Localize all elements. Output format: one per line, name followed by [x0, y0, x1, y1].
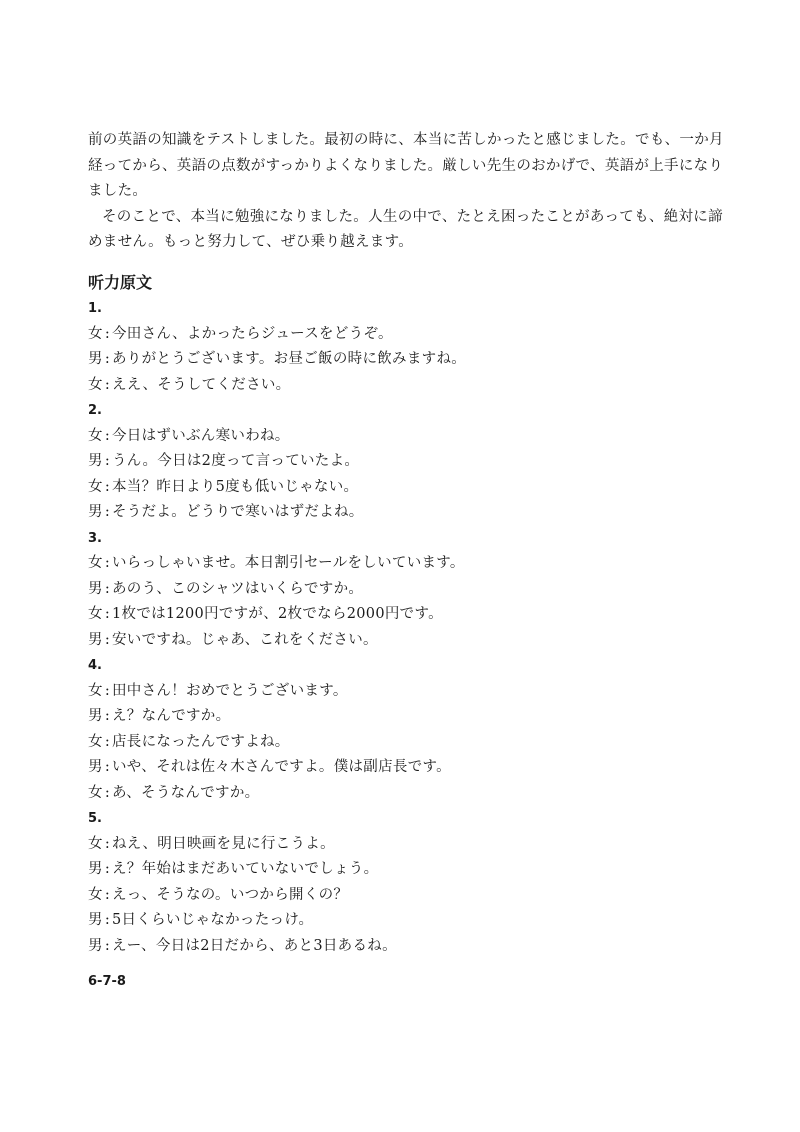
utterance-text: えっ、そうなの。いつから開くの？ [112, 886, 349, 903]
speaker-separator: : [104, 784, 110, 801]
speaker-label: 男 [88, 912, 103, 928]
essay-section [88, 128, 728, 256]
dialogue-number: 5. [88, 811, 102, 826]
speaker-separator: : [104, 504, 110, 520]
dialogue-line [88, 781, 728, 807]
dialogue-line [88, 424, 728, 450]
speaker-separator: : [104, 861, 110, 877]
speaker-label: 男 [88, 351, 103, 367]
essay-paragraph-1: 前の英語の知識をテストしました。最初の時に、本当に苦しかったと感じました。でも、一か月経ってから、英語の点数がすっかりよくなりました。厳しい先生のおかげで、英語が上手になりました。 [88, 132, 724, 199]
dialogue-line [88, 704, 728, 730]
utterance-text: ありがとうございます。お昼ご飯の時に飲みますね。 [112, 351, 467, 367]
speaker-separator: : [104, 631, 110, 648]
dialogue-line [88, 373, 728, 399]
speaker-separator: : [104, 453, 110, 469]
speaker-label: 男 [88, 937, 103, 954]
speaker-label: 女 [88, 682, 103, 699]
dialogue-line [88, 347, 728, 373]
speaker-label: 女 [88, 427, 103, 444]
dialogue-number: 3. [88, 530, 102, 546]
speaker-label: 女 [88, 555, 103, 571]
dialogue-line [88, 628, 728, 654]
speaker-separator: : [104, 606, 110, 622]
dialogue-line [88, 577, 728, 603]
dialogue-line [88, 551, 728, 577]
utterance-text: 今田さん、よかったらジュースをどうぞ。 [112, 325, 393, 342]
utterance-text: 今日はずいぶん寒いわね。 [112, 427, 290, 444]
speaker-label: 男 [88, 631, 103, 648]
speaker-separator: : [104, 376, 110, 393]
utterance-text: え？なんですか。 [112, 708, 231, 724]
utterance-text: 5日くらいじゃなかったっけ。 [112, 912, 314, 928]
utterance-text: あのう、このシャツはいくらですか。 [112, 580, 364, 597]
speaker-separator: : [104, 733, 110, 750]
speaker-label: 男 [88, 453, 103, 469]
dialogue-number: 1. [88, 301, 102, 316]
speaker-separator: : [104, 682, 110, 699]
speaker-label: 女 [88, 733, 103, 750]
speaker-separator: : [104, 886, 110, 903]
speaker-separator: : [104, 555, 110, 571]
dialogue-line [88, 755, 728, 781]
speaker-label: 女 [88, 784, 103, 801]
dialogue-line [88, 883, 728, 909]
dialogue-list [88, 296, 728, 959]
dialogue-line [88, 449, 728, 475]
speaker-label: 女 [88, 835, 103, 852]
utterance-text: 安いですね。じゃあ、これをください。 [112, 631, 378, 648]
utterance-text: えー、今日は2日だから、あと3日あるね。 [112, 937, 397, 954]
utterance-text: そうだよ。どうりで寒いはずだよね。 [112, 504, 364, 520]
utterance-text: いらっしゃいませ。本日割引セールをしいています。 [112, 555, 465, 571]
utterance-text: ねえ、明日映画を見に行こうよ。 [112, 835, 335, 852]
utterance-text: 1枚では1200円ですが、2枚でなら2000円です。 [112, 606, 443, 622]
utterance-text: 田中さん！おめでとうございます。 [112, 682, 348, 699]
utterance-text: いや、それは佐々木さんですよ。僕は副店長です。 [112, 759, 451, 775]
dialogue-line [88, 679, 728, 705]
dialogue-line [88, 832, 728, 858]
speaker-separator: : [104, 912, 110, 928]
speaker-label: 女 [88, 886, 103, 903]
speaker-separator: : [104, 351, 110, 367]
speaker-separator: : [104, 759, 110, 775]
utterance-text: ええ、そうしてください。 [112, 376, 291, 393]
dialogue-line [88, 500, 728, 526]
speaker-label: 男 [88, 504, 103, 520]
dialogue-line [88, 475, 728, 501]
dialogue-line [88, 908, 728, 934]
speaker-label: 女 [88, 478, 103, 495]
speaker-separator: : [104, 325, 110, 342]
speaker-separator: : [104, 937, 110, 954]
section-title: 听力原文 [88, 273, 153, 292]
speaker-label: 女 [88, 376, 103, 393]
speaker-separator: : [104, 580, 110, 597]
listening-transcript [88, 270, 728, 959]
speaker-separator: : [104, 708, 110, 724]
speaker-label: 女 [88, 325, 103, 342]
speaker-separator: : [104, 427, 110, 444]
utterance-text: うん。今日は2度って言っていたよ。 [112, 453, 360, 469]
speaker-label: 男 [88, 580, 103, 597]
page-code: 6-7-8 [88, 974, 126, 989]
dialogue-line [88, 322, 728, 348]
dialogue-number: 2. [88, 403, 102, 418]
utterance-text: あ、そうなんですか。 [112, 784, 260, 801]
dialogue-number: 4. [88, 658, 102, 673]
speaker-label: 女 [88, 606, 103, 622]
dialogue-line [88, 857, 728, 883]
utterance-text: え？年始はまだあいていないでしょう。 [112, 861, 379, 877]
utterance-text: 店長になったんですよね。 [112, 733, 290, 750]
speaker-label: 男 [88, 759, 103, 775]
essay-paragraph-2: そのことで、本当に勉強になりました。人生の中で、たとえ困ったことがあっても、絶対に諦めません。もっと努力して、ぜひ乗り越えます。 [88, 208, 723, 250]
speaker-label: 男 [88, 861, 103, 877]
dialogue-line [88, 934, 728, 960]
utterance-text: 本当？昨日より5度も低いじゃない。 [112, 478, 359, 495]
speaker-separator: : [104, 835, 110, 852]
speaker-label: 男 [88, 708, 103, 724]
speaker-separator: : [104, 478, 110, 495]
dialogue-line [88, 730, 728, 756]
dialogue-line [88, 602, 728, 628]
